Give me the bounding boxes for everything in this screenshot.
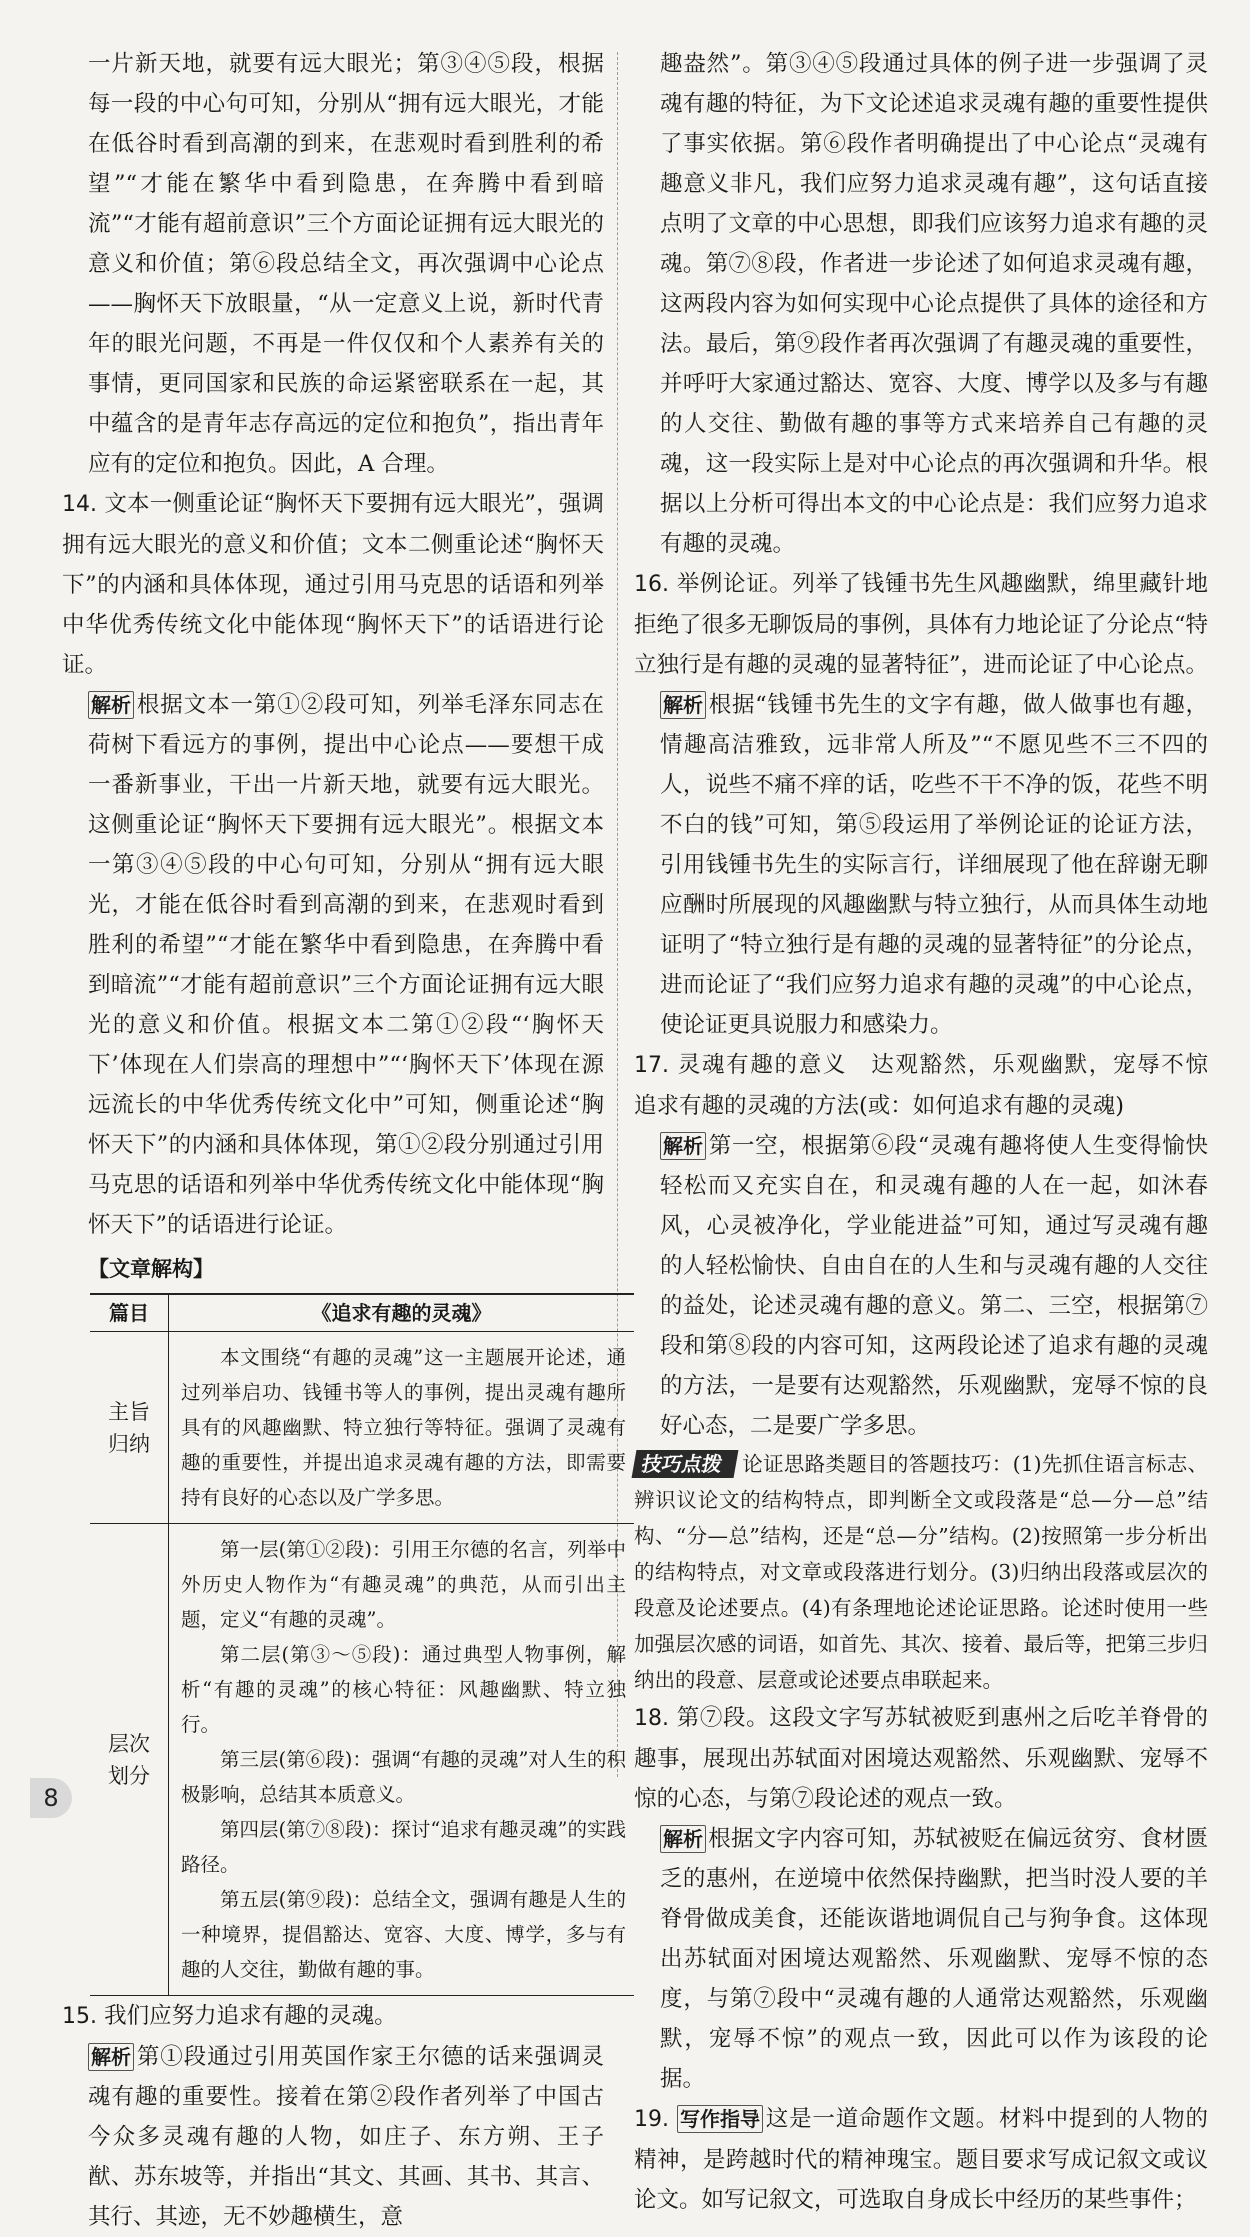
- analysis-tag: 解析: [88, 691, 134, 719]
- article-structure-table: [90, 1293, 634, 1996]
- q19-answer: [634, 2099, 1208, 2220]
- right-column: [634, 44, 1231, 2220]
- q15-analysis: [62, 2037, 604, 2237]
- q16-number: 16.: [634, 572, 669, 597]
- article-structure-title: 【文章解构】: [88, 1257, 214, 1281]
- analysis-tag: 解析: [660, 691, 706, 719]
- table-row: [90, 1332, 634, 1524]
- q14-analysis-text: 根据文本一第①②段可知，列举毛泽东同志在荷树下看远方的事例，提出中心论点——要想干成一番新事业，干出一片新天地，就要有远大眼光。这侧重论证“胸怀天下要拥有远大眼光”。根据文本一第③④⑤段的中心句可知，分别从“拥有远大眼光，才能在低谷时看到高潮的到来，在悲观时看到胜利的希望”“才能在繁华中看到隐患，在奔腾中看到暗流”“才能有超前意识”三个方面论证拥有远大眼光的意义和价值。根据文本二第①②段“‘胸怀天下’体现在人们崇高的理想中”“‘胸怀天下’体现在源远流长的中华优秀传统文化中”可知，侧重论述“胸怀天下”的内涵和具体体现，第①②段分别通过引用马克思的话语和列举中华优秀传统文化中能体现“胸怀天下”的话语进行论证。: [88, 692, 604, 1238]
- q18-analysis-text: 根据文字内容可知，苏轼被贬在偏远贫穷、食材匮乏的惠州，在逆境中依然保持幽默，把当时没人要的羊脊骨做成美食，还能诙谐地调侃自己与狗争食。这体现出苏轼面对困境达观豁然、乐观幽默、宠辱不惊的态度，与第⑦段中“灵魂有趣的人通常达观豁然，乐观幽默，宠辱不惊”的观点一致，因此可以作为该段的论据。: [660, 1826, 1208, 2092]
- q18-number: 18.: [634, 1706, 669, 1731]
- tip-box: [634, 1446, 1208, 1698]
- theme-summary: 本文围绕“有趣的灵魂”这一主题展开论述，通过列举启功、钱锺书等人的事例，提出灵魂有趣所具有的风趣幽默、特立独行等特征。强调了灵魂有趣的重要性，并提出追求灵魂有趣的方法，即需要持有良好的心态以及广学多思。: [169, 1332, 635, 1524]
- table-header-article: 《追求有趣的灵魂》: [169, 1294, 635, 1332]
- layer-item: 第一层(第①②段)：引用王尔德的名言，列举中外历史人物作为“有趣灵魂”的典范，从而引出主题，定义“有趣的灵魂”。: [181, 1538, 626, 1631]
- q16-answer: [634, 564, 1208, 685]
- q16-answer-text: 举例论证。列举了钱锺书先生风趣幽默，绵里藏针地拒绝了很多无聊饭局的事例，具体有力地论证了分论点“特立独行是有趣的灵魂的显著特征”，进而论证了中心论点。: [634, 571, 1209, 678]
- layer-item: 第三层(第⑥段)：强调“有趣的灵魂”对人生的积极影响，总结其本质意义。: [181, 1748, 626, 1806]
- q17-number: 17.: [634, 1053, 669, 1078]
- table-header-title: 篇目: [90, 1294, 169, 1332]
- q17-analysis-text: 第一空，根据第⑥段“灵魂有趣将使人生变得愉快轻松而又充实自在，和灵魂有趣的人在一起，如沐春风，心灵被净化，学业能进益”可知，通过写灵魂有趣的人轻松愉快、自由自在的人生和与灵魂有趣的人交往的益处，论述灵魂有趣的意义。第二、三空，根据第⑦段和第⑧段的内容可知，这两段论述了追求有趣的灵魂的方法，一是要有达观豁然，乐观幽默，宠辱不惊的良好心态，二是要广学多思。: [660, 1133, 1208, 1439]
- q14-analysis: [62, 685, 604, 1245]
- q17-answer: [634, 1045, 1231, 1126]
- layer-item: 第二层(第③～⑤段)：通过典型人物事例，解析“有趣的灵魂”的核心特征：风趣幽默、特立独行。: [181, 1643, 626, 1736]
- q15-analysis-text: 第①段通过引用英国作家王尔德的话来强调灵魂有趣的重要性。接着在第②段作者列举了中国古今众多灵魂有趣的人物，如庄子、东方朔、王子猷、苏东坡等，并指出“其文、其画、其书、其言、其行、其迹，无不妙趣横生，意: [88, 2044, 604, 2230]
- q18-analysis: [634, 1819, 1208, 2099]
- q15-answer-text: 我们应努力追求有趣的灵魂。: [104, 2003, 397, 2029]
- q18-answer: [634, 1698, 1208, 1819]
- q17-analysis: [634, 1126, 1208, 1446]
- table-row: [90, 1524, 634, 1996]
- q16-analysis-text: 根据“钱锺书先生的文字有趣，做人做事也有趣，情趣高洁雅致，远非常人所及”“不愿见些不三不四的人，说些不痛不痒的话，吃些不干不净的饭，花些不明不白的钱”可知，第⑤段运用了举例论证的论证方法，引用钱锺书先生的实际言行，详细展现了他在辞谢无聊应酬时所展现的风趣幽默与特立独行，从而具体生动地证明了“特立独行是有趣的灵魂的显著特征”的分论点，进而论证了“我们应努力追求有趣的灵魂”的中心论点，使论证更具说服力和感染力。: [660, 692, 1208, 1038]
- q19-text: 这是一道命题作文题。材料中提到的人物的精神，是跨越时代的精神瑰宝。题目要求写成记叙文或议论文。如写记叙文，可选取自身成长中经历的某些事件；: [634, 2106, 1208, 2213]
- tip-badge: 技巧点拨: [632, 1450, 739, 1478]
- q14-answer-text: 文本一侧重论证“胸怀天下要拥有远大眼光”，强调拥有远大眼光的意义和价值；文本二侧重论述“胸怀天下”的内涵和具体体现，通过引用马克思的话语和列举中华优秀传统文化中能体现“胸怀天下”的话语进行论证。: [62, 491, 604, 678]
- tip-text: 论证思路类题目的答题技巧：(1)先抓住语言标志、辨识议论文的结构特点，即判断全文或段落是“总—分—总”结构、“分—总”结构，还是“总—分”结构。(2)按照第一步分析出的结构特点，对文章或段落进行划分。(3)归纳出段落或层次的段意及论述要点。(4)有条理地论述论证思路。论述时使用一些加强层次感的词语，如首先、其次、接着、最后等，把第三步归纳出的段意、层意或论述要点串联起来。: [634, 1452, 1208, 1692]
- q15-answer: [62, 1996, 604, 2037]
- q16-analysis: [634, 685, 1208, 1045]
- q18-answer-text: 第⑦段。这段文字写苏轼被贬到惠州之后吃羊脊骨的趣事，展现出苏轼面对困境达观豁然、乐观幽默、宠辱不惊的心态，与第⑦段论述的观点一致。: [634, 1705, 1208, 1812]
- analysis-tag: 解析: [660, 1825, 706, 1853]
- q17-answer-text: 灵魂有趣的意义 达观豁然，乐观幽默，宠辱不惊 追求有趣的灵魂的方法(或：如何追求有趣的灵魂): [634, 1052, 1231, 1119]
- left-column: [62, 44, 626, 2237]
- page-number: 8: [30, 1778, 72, 1818]
- q19-number: 19.: [634, 2107, 669, 2132]
- layer-list: [169, 1524, 635, 1996]
- layer-item: 第五层(第⑨段)：总结全文，强调有趣是人生的一种境界，提倡豁达、宽容、大度、博学，多与有趣的人交往，勤做有趣的事。: [181, 1888, 626, 1981]
- q14-number: 14.: [62, 492, 97, 517]
- q14-answer: [62, 484, 604, 685]
- analysis-tag: 解析: [660, 1132, 706, 1160]
- layer-item: 第四层(第⑦⑧段)：探讨“追求有趣灵魂”的实践路径。: [181, 1818, 626, 1876]
- row-head-theme: 主旨归纳: [90, 1332, 169, 1524]
- writing-guide-tag: 写作指导: [677, 2105, 763, 2133]
- row-head-layers: 层次划分: [90, 1524, 169, 1996]
- q13-analysis-continued: 一片新天地，就要有远大眼光；第③④⑤段，根据每一段的中心句可知，分别从“拥有远大眼光，才能在低谷时看到高潮的到来，在悲观时看到胜利的希望”“才能在繁华中看到隐患，在奔腾中看到暗流”“才能有超前意识”三个方面论证拥有远大眼光的意义和价值；第⑥段总结全文，再次强调中心论点——胸怀天下放眼量，“从一定意义上说，新时代青年的眼光问题，不再是一件仅仅和个人素养有关的事情，更同国家和民族的命运紧密联系在一起，其中蕴含的是青年志存高远的定位和抱负”，指出青年应有的定位和抱负。因此，A 合理。: [88, 51, 604, 477]
- q15-number: 15.: [62, 2004, 97, 2029]
- q15-analysis-continued: 趣盎然”。第③④⑤段通过具体的例子进一步强调了灵魂有趣的特征，为下文论述追求灵魂有趣的重要性提供了事实依据。第⑥段作者明确提出了中心论点“灵魂有趣意义非凡，我们应努力追求灵魂有趣”，这句话直接点明了文章的中心思想，即我们应该努力追求有趣的灵魂。第⑦⑧段，作者进一步论述了如何追求灵魂有趣，这两段内容为如何实现中心论点提供了具体的途径和方法。最后，第⑨段作者再次强调了有趣灵魂的重要性，并呼吁大家通过豁达、宽容、大度、博学以及多与有趣的人交往、勤做有趣的事等方式来培养自己有趣的灵魂，这一段实际上是对中心论点的再次强调和升华。根据以上分析可得出本文的中心论点是：我们应努力追求有趣的灵魂。: [660, 51, 1208, 557]
- analysis-tag: 解析: [88, 2043, 134, 2071]
